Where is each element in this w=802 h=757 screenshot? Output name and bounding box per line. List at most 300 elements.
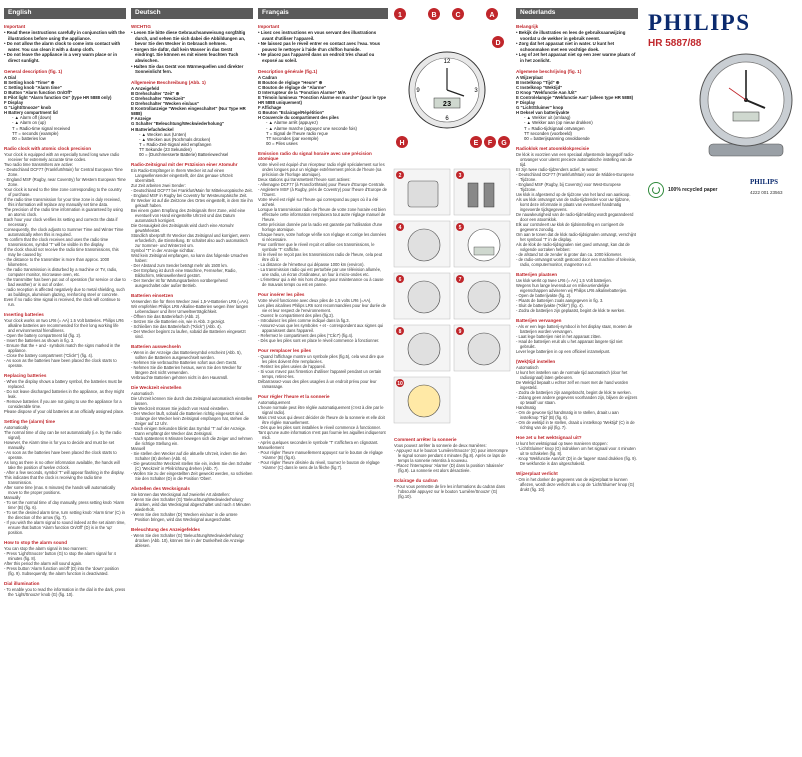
sub-part-item: - ▲ Wekker uit (omlaag) [524, 115, 571, 121]
text-line: Zur Zeit arbeiten zwei Sender: [131, 183, 186, 189]
text-line: Débarrassez-vous des piles usagées à un endroit prévu pour leur ramassage. [258, 378, 377, 389]
text-line: - Plaats de batterijen zoals aangegeven in fig. 3. [516, 297, 604, 303]
text-line: - Der Empfang ist durch eine Maschine, Fernseher, Radio, Bildschirm, Mikrowellenherd gestört. [131, 268, 237, 279]
sub-part-item: T = Radio-tijdsignaal ontvangen [524, 125, 585, 131]
text-line: Verwenden Sie für Ihren Wecker zwei 1,5-V-Batterien LR6 (=AA). [131, 299, 250, 305]
text-line: - Sie stellen den Wecker auf die aktuelle Uhrzeit, indem Sie den Schalter (B) drehen (Abb. 6). [131, 451, 247, 462]
dial-text [516, 477, 638, 492]
sub-part-item: - ▲ Wecken aus (Unten) [139, 131, 187, 137]
text-line: - Haal de batterijen eruit als u het apparaat langere tijd niet gebruikt. [516, 338, 623, 349]
parts-list [258, 75, 388, 121]
part-item: F Affichage [258, 105, 282, 111]
text-line: Votre réveil est équipé d'un récepteur radio réglé spécialement sur les ondes longues pour un réglage extrêmement précis de l'heure (sa précision de l'horloge atomique). [258, 161, 385, 177]
lang-header-german: Deutsch [131, 8, 253, 19]
text-line: L'heure normale peut être réglée automatiquement (c'est à dire par le signal radio). [258, 404, 384, 415]
important-item: • Do not allow the alarm clock to come into contact with water. You can clean it with a damp cloth. [4, 41, 121, 52]
part-item: D Interrupteur de la "Fonction Alarme" M/A [258, 89, 346, 95]
svg-text:5: 5 [458, 225, 462, 231]
text-line: - Zodra de batterijen zijn geplaatst, begint de klok te werken. [516, 307, 626, 313]
important-item: • Leg of zet het apparaat niet op een zeer warme plaats of in het zonlicht. [516, 52, 636, 63]
battery-text [516, 278, 638, 313]
text-line: - As soon as the batteries have been placed the clock starts to operate. [4, 357, 117, 368]
sub-parts-list [4, 115, 126, 140]
text-line: - Si vous n'avez pas l'intention d'utiliser l'appareil pendant un certain temps, retirez-les. [258, 368, 382, 379]
text-line: - the transmitter has been put out of operation (for service or due to bad weather) or is out of order. [4, 276, 126, 287]
text-line: To confirm that the clock receives and uses the radio time transmissions, symbol 'T' will be visible in the display. [4, 236, 109, 247]
part-item: G Bouton "Eclairage/Répétition" [258, 110, 325, 116]
text-line: - Deutschland DCF77 (Frankfurt/Main) voor de Midden-Europese Tijdzone. [516, 171, 634, 182]
text-line: Each hour your clock verifies its setting and corrects the data if necessary. [4, 216, 118, 227]
step-figures [392, 167, 514, 607]
section-title: Description générale (fig.1) [258, 68, 318, 74]
text-line: - Pour vous permettre de lire les informations du cadran dans l'obscurité appuyez sur le bouton 'Lumière/Snooze' (G) (fig.10). [394, 484, 506, 499]
sub-part-item: TT secondes (par exemple) [266, 135, 319, 141]
text-line: - Remove batteries if you are not going to use the appliance for a considerable time. [4, 398, 122, 409]
text-line: - de afstand tot de zender is groter dan ca. 1000 kilometer. [516, 251, 623, 257]
text-line: - After a few seconds, symbol 'T' will appear flashing in the display. [4, 469, 125, 475]
important-item: • Lisez ces instructions en vous servant des illustrations avant d'utiliser l'appareil. [258, 30, 377, 41]
clock-number: 3 [474, 88, 478, 94]
important-item: • Lesen Sie bitte diese Gebrauchsanweisung sorgfältig durch, und sehen Sie sich dabei die Abbildungen an, bevor Sie den Wecker in Gebrauch nehmen. [131, 30, 246, 47]
german-column [131, 8, 253, 753]
text-line: - Open the battery compartment lid (fig. 2). [4, 332, 82, 338]
part-item: D Drehschalter "Wecken ein/aus" [131, 101, 199, 107]
text-line: - Zolang geen andere gegevens voorhanden zijn, blijven de wijzers op twaalf uur staan. [516, 394, 638, 405]
text-line: Deux stations qui transmettent l'heure sont actives: [258, 176, 351, 182]
part-item: B Drehschalter "Zeit" ⊕ [131, 90, 180, 96]
part-item: A Wijzerplaat [516, 74, 543, 80]
text-line: - Setzen Sie die Batterien ein, wie in Abb. 3 gezeigt. [131, 319, 225, 325]
step-7 [454, 273, 510, 319]
part-item: G "Licht/Sluimer" knop [516, 105, 564, 111]
dial-text [4, 587, 126, 597]
svg-text:F: F [487, 140, 493, 147]
text-line: - Après quelques secondes le symbole 'T' s'affichera en clignotant. [258, 439, 379, 445]
lang-header-dutch: Nederlands [516, 8, 638, 19]
text-line: - Introduisez les piles comme indiqué dans la fig.3. [258, 317, 350, 323]
english-column [4, 8, 126, 753]
text-line: - Close the battery compartment ("Click!") (fig. 4). [4, 352, 94, 358]
sub-part-item: - ▲ Alarme marche (appuyez une seconde fois) [266, 125, 357, 131]
text-line: Mais c'est vous qui devez décider de l'heure de la sonnerie et elle doit être réglée manuellement. [258, 414, 385, 425]
text-line: - Retirez les piles usées de l'appareil. [258, 363, 326, 369]
important-list [131, 30, 253, 75]
text-line: - the distance to the transmitter is more than approx. 1000 kilometres. [4, 256, 110, 267]
text-line: - Dès que les piles sont installées le réveil commence à fonctionner. [258, 424, 381, 430]
section-title: Radio clock with atomic clock precision [4, 145, 92, 151]
text-line: Your clock is equipped with an especially tuned long wave radio receiver for extremely accurate time codes. [4, 151, 120, 162]
text-line: - 'Licht/Sluimer' knop (G) indrukken om het signaal voor 4 minuten uit te schakelen (fig. 8). [516, 445, 636, 456]
important-list [516, 30, 638, 64]
text-line: - Der Wecker beginnt zu laufen, sobald die Batterien eingesetzt sind. [131, 329, 246, 340]
radio-text [258, 162, 388, 287]
text-line: Please dispose of your old batteries at an officially assigned place. [4, 408, 125, 414]
text-line: U kunt het instellen van de normale tijd automatisch (door het radiosignaal) laten gebeuren. [516, 369, 628, 380]
text-line: Elk uur controleert uw klok de tijdsinstelling en corrigeert de gegevens zonodig. [516, 221, 624, 232]
text-line: - Wenn Sie den Schalter (G) 'Beleuchtung/Weckwiederholung' drücken, wird das Wecksignal abgeschaltet und nach 4 Minuten wiederholt. [131, 497, 251, 513]
text-line: Als uw klok ontvangst van de radio-tijdzender voor uw tijdzone, komt deze informatie in plaats van eventueel handmatig ingevoerde tijdsgegevens. [516, 196, 631, 212]
sub-part-item: 00 = batterijspanning onvoldoende [524, 135, 590, 141]
part-item: E Témoin lumineux "Fonction Alarme en marche" (pour le type HR 5888 uniquement) [258, 94, 387, 106]
section-title: Setting the (alarm) time [4, 418, 56, 424]
svg-text:B: B [431, 12, 437, 19]
text-line: - Nach spätestens 6 Minuten bewegen sich die Zeiger und nehmen die richtige Stellung ein. [131, 436, 253, 447]
text-line: - Der Sender ist für Wartungsarbeiten vorübergehend ausgeschaltet oder außer Betrieb. [131, 278, 228, 289]
text-line: Uw klok is afgestemd op de tijdzone van het land van aankoop. [516, 191, 631, 197]
text-line: - Ouvrez le compartiment des piles (fig.2). [258, 312, 334, 318]
part-item: G "Light/Snooze" knob [4, 105, 52, 111]
model-number: HR 5887/88 [648, 38, 702, 49]
sub-part-item: - ▲ Wecken aus (Nochmals drücken) [139, 136, 211, 142]
clock-number: 12 [443, 59, 451, 65]
text-line: However, the Alarm time is for you to decide and must be set manually. [4, 439, 115, 450]
text-line: Automatiquement [258, 399, 291, 405]
text-line: - Deutschland DCF77 (Frankfurt/Main) for Central European Time Zone. [4, 166, 123, 177]
important-item: • Ne laissez pas le réveil entrer en contact avec l'eau. Vous pouvez le nettoyer à l'aide d'un chiffon humide. [258, 41, 381, 52]
text-line: - To enable you to read the information in the dial in the dark, press the 'Light/Snooze' knob (G) (fig. 10). [4, 586, 126, 597]
text-line: - Dès que les piles sont en place le réveil commence à fonctionner. [258, 337, 380, 343]
text-line: - Om in het donker de gegevens van de wijzerplaat te kunnen aflezen, wordt deze verlicht als u op de 'Licht/Sluimer' knop (G) drukt (fig. 10). [516, 476, 635, 492]
text-line: Ein Radio-Empfänger in Ihrem Wecker ist auf einen Langwellensender eingestellt, der das genaue Uhrzeit übermittelt. [131, 168, 233, 184]
text-line: - To set the normal time of day manually, press setting knob 'Alarm time' (B) (fig. 6). [4, 499, 125, 510]
part-item: B Instelknop "Tijd" ⊕ [516, 79, 560, 85]
battery-text [131, 299, 253, 339]
text-line: Les piles alcalines Philips LR6 sont recommandées pour leur durée de vie et leur respect de l'environnement. [258, 302, 386, 313]
text-line: After this period the alarm will sound again. [4, 560, 83, 566]
text-line: - Als er een lege batterij-symbool in het display staat, moeten de batterijen worden vervangen. [516, 323, 633, 334]
set-text [258, 400, 388, 470]
text-line: Si le réveil ne reçoit pas les transmissions radio de l'heure, cela peut être dû à: [258, 251, 383, 262]
sub-part-item: 00 = Piles usées [266, 140, 298, 146]
svg-text:3: 3 [458, 173, 462, 179]
radio-text [131, 168, 253, 288]
text-line: - Öffnen Sie das Batteriefach (Abb. 2). [131, 314, 201, 320]
text-line: - England MSF (Rugby, near Coventry) for Western European Time Zone. [4, 176, 126, 187]
section-title: Eclairage du cadran [394, 478, 438, 483]
important-list [4, 30, 126, 64]
recycled-text: 100% recycled paper [668, 187, 718, 193]
text-line: Even if no radio time signal is received, the clock will continue to run. [4, 296, 121, 307]
svg-text:H: H [399, 140, 405, 147]
figures-column [392, 0, 514, 745]
text-line: Lorsque la transmission radio de l'heure de votre zone horaire est bien effectuée cette information remplacera tout autre réglage manuel de l'heure. [258, 206, 386, 222]
svg-text:A: A [489, 12, 495, 19]
sub-parts-list [516, 115, 638, 140]
stop-text [4, 546, 126, 576]
clock-lcd [733, 112, 759, 121]
sub-part-item: T = Signal de l'heure radio reçue [266, 130, 329, 136]
important-item: • Bekijk de illustraties en lees de gebruiksaanwijzing voordat u de wekker in gebruik neemt. [516, 30, 626, 41]
sub-part-item: TT = seconds (example) [12, 130, 59, 136]
part-item: A Anzeigefeld [131, 85, 160, 91]
text-line: - Wenn Sie den Schalter (D) 'Wecken ein/aus' in die untere Position bringen, wird das Wecksignal ausgeschaltet. [131, 512, 238, 523]
text-line: Manuell [131, 446, 146, 452]
section-title: Batterijen vervangen [516, 317, 562, 323]
part-item: C Instelknop "Wektijd" [516, 84, 563, 90]
part-item: A Dial [4, 74, 17, 80]
text-line: - Open de batterijvakte (fig. 2). [516, 292, 572, 298]
part-item: F Display [4, 100, 24, 106]
svg-text:8: 8 [398, 329, 402, 335]
step-2 [394, 169, 450, 215]
battery-text [258, 298, 388, 343]
svg-text:E: E [473, 140, 479, 147]
section-title: Algemene beschrijving (fig. 1) [516, 68, 582, 74]
set-text [131, 391, 253, 481]
section-title: Comment arrêter la sonnerie [394, 437, 457, 442]
stop-text [131, 492, 253, 522]
text-line: Die Genauigkeit des Zeitsignals wird durch eine Atomuhr gewährleistet. [131, 223, 234, 234]
text-line: - Knop 'Wekfunctie Aan/Uit' (D) in de 'lagere' stand drukken (fig. 9). De wekfunctie is dan uitgeschakeld. [516, 455, 637, 466]
sub-part-item: T = Radio-Zeit-Signal wird empfangen [139, 141, 212, 147]
text-line: Automatisch [516, 364, 539, 370]
svg-text:2: 2 [398, 173, 402, 179]
sub-part-item: 00 = (Durchmesserte Batterie) Batteriewechsel [139, 151, 229, 157]
text-line: Bei einem guten Empfang des Zeitsignals Ihrer Zone, wird eine eventuell von Hand eingestellte Uhrzeit und das Datum automatisch korrigiert. [131, 208, 246, 224]
important-item: • Do not leave the appliance in a very warm place or in direct sunlight. [4, 52, 118, 63]
text-line: Wegens hun lange levensduur en milieuvriendelijke eigenschappen adviseren wij Philips LR6 alkalinebatterijen. [516, 282, 628, 293]
part-item: H Couvercle du compartiment des piles [258, 115, 339, 121]
text-line: - Die gewünschte Weckzeit stellen Sie ein, indem Sie den Schalter (C) 'Weckzeit' in Pfeilrichtung drehen (Abb. 7). [131, 461, 252, 472]
svg-text:4: 4 [398, 225, 402, 231]
sub-parts-list [131, 132, 253, 157]
dutch-column [516, 8, 638, 753]
text-line: The precision of the radio time information is guaranteed by using an atomic clock. [4, 206, 123, 217]
replace-text [131, 350, 253, 380]
section-title: Beleuchtung des Anzeigefeldes [131, 527, 201, 533]
text-line: - L'émetteur qui a été mis hors d'usage pour maintenance ou à cause de mauvais temps ou est en panne. [258, 276, 384, 287]
clock-number: 9 [416, 88, 420, 94]
replace-text [258, 354, 388, 389]
sub-part-item: - ▲ Wekker aan (op nieuw drukken) [524, 120, 593, 126]
section-title: Hoe zet u het wektsignaal uit? [516, 434, 582, 440]
radio-text [4, 152, 126, 307]
important-item: • Read these instructions carefully in conjunction with the illustrations before using the appliance. [4, 30, 125, 41]
text-line: You can stop the alarm signal in two manners: [4, 545, 88, 551]
text-line: - Appuyez sur le bouton 'Lumière/Snooze' (G) pour interrompre le signal sonore pendant 4 minutes (fig.8). Après ce laps de temps la sonnerie retentira à nouveau. [394, 448, 508, 463]
dial-text [131, 533, 253, 548]
text-line: If the clock should not receive the radio time transmissions, this may be caused by: [4, 246, 119, 257]
text-line: Verbrauchte Batterien gehören nicht in den Hausmüll. [131, 375, 229, 381]
part-item: H Deksel van batterijvakte [516, 110, 570, 116]
part-item: C Bouton de réglage de "Alarme" [258, 84, 327, 90]
text-line: - Refermez le compartiment des piles ("Clic!") (fig.4). [258, 332, 354, 338]
text-line: De klok is voorzien van een speciaal afgestemde langegolf radio-ontvanger voor uiterst precieze automatische instelling van de tijd. [516, 151, 635, 167]
text-line: Automatisch [131, 391, 154, 397]
lang-header-english: English [4, 8, 126, 19]
text-line: - La distance de l'émetteur qui dépasse 1000 km (environ). [258, 261, 365, 267]
part-item: F Display [516, 100, 536, 106]
step-9 [454, 325, 510, 371]
sub-part-item: 00 = batteries low [12, 135, 46, 141]
section-title: Radio-Zeitsignal mit der Präzision einer Atomuhr [131, 162, 238, 168]
important-item: • Ne placez pas l'appareil dans un endroit très chaud ou exposé au soleil. [258, 52, 375, 63]
text-line: Cette précision donnée par la radio est garantie par l'utilisation d'une horloge atomique. [258, 221, 383, 232]
section-title: How to stop the alarm sound [4, 539, 68, 545]
part-item: A Cadran [258, 74, 277, 80]
text-line: - Der Abstand zum Sender beträgt mehr als 1500 km. [131, 263, 228, 269]
text-line: - Nach einigen Sekunden blinkt das Symbol 'T' auf der Anzeige. Dann empfängt der Wecker das Zeitsignal. [131, 426, 247, 437]
text-line: Two radio time transmitters are active: [4, 161, 74, 167]
part-item: G Schalter "Beleuchtung/Weckwiederholung" [131, 121, 225, 127]
text-line: - Zodra de batterijen zijn aangebracht, begint de klok te werken. [516, 389, 632, 395]
sub-parts-list [258, 120, 388, 145]
text-line: - Om de wektijd in te stellen, draait u instelknop 'Wektijd' (C) in de richting van de pijl (fig. 7). [516, 419, 635, 430]
text-line: - Deutschland DCF77 bei Frankfurt/Main für Mitteleuropäische Zeit. [131, 188, 253, 194]
text-line: As long as there is no other information available, the hands will take the position of twelve o'clock. [4, 459, 120, 470]
text-line: - To set the desired alarm time, turn setting knob 'Alarm time' (C) in the direction of the arrow (fig. 7). [4, 509, 125, 520]
text-line: Automatically [4, 424, 29, 430]
sub-part-item: - ▲ Alarme arrêt (appuyez) [266, 120, 318, 126]
lcd-value: 23 [442, 101, 452, 109]
text-line: U kunt het wektsignaal op twee manieren stoppen: [516, 440, 608, 446]
text-line: Your clock is tuned to the time zone corresponding to the country of purchase. [4, 186, 122, 197]
section-title: Replacing batteries [4, 372, 47, 378]
part-item: E Kontrollanzeige "Wecken eingeschaltet" (Nur Type HR 5888) [131, 106, 246, 117]
text-line: Er zijn twee radio-tijdzenders actief, te weten: [516, 166, 599, 172]
document-code: 4222 001 23563 [750, 190, 783, 195]
step-10 [394, 377, 450, 423]
part-item: H Battery compartment lid [4, 110, 58, 116]
text-line: Handmatig [516, 404, 536, 410]
stop-text [516, 441, 638, 466]
parts-list [131, 86, 253, 132]
section-title: Wijzerplaat verlicht [516, 470, 558, 476]
text-line: If the radio time transmission for your time zone is duly received, this information will replace any manually set time data. [4, 196, 121, 207]
svg-text:1: 1 [398, 12, 402, 19]
important-title: WICHTIG [131, 24, 151, 29]
text-line: Uw klok werkt op twee LR6 (= AA) 1,5 Volt batterijen. [516, 277, 612, 283]
part-item: E Controlelampje "Wekfunctie Aan" (alleen type HR 5888) [516, 94, 634, 100]
lang-header-french: Français [258, 8, 388, 19]
text-line: - Do not leave discharged batteries in the appliance, as they might leak. [4, 388, 124, 399]
clock-number: 6 [445, 116, 449, 122]
text-line: - Placez l'interrupteur 'Alarme' (D) dans la position 'abaissée' (fig.9). La sonnerie est alors désactivée. [394, 463, 504, 473]
sub-part-item: T = Radio-time signal received [12, 125, 71, 131]
text-line: - de radio-ontvangst wordt gestoord door een machine of televisie, radio, computermonitor, magnetron e.d. [516, 256, 637, 267]
sub-part-item: TT Sekunde (23 Sekunden) [139, 146, 192, 152]
step-3 [454, 169, 510, 215]
text-line: - Wenn Sie den Schalter (G) 'Beleuchtung/Weckwiederholung' drücken (Abb. 10), können Sie in der Dunkelheit die Anzeige ablesen. [131, 533, 245, 549]
section-title: Die Weckzeit einstellen [131, 385, 182, 391]
text-line: Die Uhrzeit können Sie durch das Zeitsignal automatisch einstellen lassen. [131, 396, 253, 407]
main-figure [392, 0, 514, 158]
text-line: This indicates that the clock is receiving the radio time transmission. [4, 474, 102, 485]
step-6 [394, 273, 450, 319]
important-list [258, 30, 388, 64]
text-line: After some time (max. 6 minutes) the hands will automatically move to the proper positions. [4, 484, 116, 495]
text-line: Symbol "T" in der Anzeige sichtbar. [131, 248, 195, 254]
text-line: - Ensure that the + and - symbols match the signs marked in the appliance. [4, 342, 121, 353]
text-line: Om aan te tonen dat de klok radio-tijdsignalen ontvangt, verschijnt het symbool 'T' in de display. [516, 231, 636, 242]
text-line: - When the display shows a battery symbol, the batteries must be replaced. [4, 378, 123, 389]
text-line: Votre réveil est réglé sur l'heure qui correspond au pays où il a été acheté. [258, 196, 379, 207]
text-line: Chaque heure, votre horloge vérifie son réglage et corrige les données si nécessaire. [258, 231, 387, 242]
recycle-icon [648, 182, 664, 198]
section-title: Allgemeine Beschreibung (Abb. 1) [131, 79, 206, 85]
replace-text [516, 324, 638, 354]
important-title: Important [258, 24, 280, 29]
svg-text:6: 6 [398, 277, 402, 283]
svg-text:9: 9 [458, 329, 462, 335]
text-line: - Press 'Light/Snooze' button (G) to stop the alarm signal for 4 minutes (fig. 8). [4, 550, 116, 561]
section-title: Radioklok met atoomklokprecisie [516, 145, 590, 151]
section-title: Batterien einsetzen [131, 293, 174, 299]
parts-list [516, 75, 638, 116]
step-8 [394, 325, 450, 371]
text-line: De Wektijd bepaalt u echter zelf en moet met de hand worden ingesteld. [516, 379, 629, 390]
text-line: The normal time of day can be set automatically (i.e. by the radio signal). [4, 429, 122, 440]
sub-part-item: - ▲ Alarm off (down) [12, 115, 52, 121]
text-line: Manuellement [258, 444, 284, 450]
important-item: • Zorg dat het apparaat niet in water. U kunt het schoonmaken met een vochtige doek. [516, 41, 615, 52]
radio-text [516, 152, 638, 267]
part-item: B Setting knob "Time" ⊕ [4, 79, 55, 85]
text-line: Ihr Wecker ist auf die Zeitzone des Ortes eingestellt, in dem Sie ihn gekauft haben. [131, 198, 253, 209]
important-item: • Sorgen Sie dafür, daß kein Wasser in das Gerät eindringt. Sie können es mit einem feuchten Tuch abwischen. [131, 46, 239, 63]
text-line: - Wenn in der Anzeige das Batteriesymbol erscheint (Abb. 5), sollten die Batterien ausgewechselt werden. [131, 350, 242, 361]
important-title: Important [4, 24, 26, 29]
text-line: - Wollen Sie zu der eingestellten Zeit geweckt werden, so schieben Sie den Schalter (D) in die Position 'Oben'. [131, 471, 253, 482]
important-item: • Halten Sie das Gerät von Wärmequellen und direkter Sonneinlicht fern. [131, 63, 244, 75]
text-line: De nauwkeurigheid van de radio-tijdmelding wordt gegarandeerd door een atoomklok. [516, 211, 634, 222]
text-line: - As soon as the batteries have been placed the clock starts to operate. [4, 449, 117, 460]
text-line: Manually [4, 494, 21, 500]
part-item: C Setting knob "Alarm time" [4, 84, 62, 90]
svg-text:C: C [455, 12, 461, 19]
svg-text:10: 10 [397, 381, 403, 387]
text-line: Wir empfehlen Philips LR6 Alkaline-Batterien wegen ihrer langen Lebensdauer und ihrer Umweltverträglichkeit. [131, 304, 249, 315]
brand-block [648, 10, 798, 49]
part-item: E Pilot light "Alarm function On" (type HR 5888 only) [4, 94, 112, 100]
text-line: - If you wish the alarm signal to sound indeed at the set alarm time, ensure that button 'Alarm function On/Off' (D) is in the 'up' position. [4, 519, 126, 535]
text-line: - Sluit de batterijvakte ("Klik!") (fig. 4). [516, 302, 584, 308]
text-line: - Laat lege batterijen niet in het apparaat zitten. [516, 333, 602, 339]
svg-text:D: D [495, 40, 501, 47]
battery-text [4, 318, 126, 368]
text-line: Pour confirmer que le réveil reçoit et utilise ces transmissions, le symbole 'T' s'affiche. [258, 241, 375, 252]
text-line: - Pour régler l'heure manuellement appuyez sur le bouton de réglage 'Alarme' (B) (fig.6). [258, 449, 383, 460]
part-item: C Drehschalter "Weckzeit" [131, 95, 186, 101]
text-line: Die Weckzeit müssen Sie jedoch von Hand einstellen. [131, 406, 229, 412]
sub-part-item: TT seconden (voorbeeld) [524, 130, 572, 136]
text-line: - Pour régler l'heure désirée du réveil, tournez le bouton de réglage 'Alarme' (C) dans le sens de la flèche (fig.7). [258, 459, 380, 470]
section-title: Emission radio du signal horaire avec une précision atomique [258, 150, 372, 161]
part-item: H Batteriefachdeckel [131, 126, 174, 132]
text-line: - the radio transmission is disturbed by a machine or TV, radio, computer monitor, microwave oven, etc. [4, 266, 118, 277]
text-line: - Quand l'affichage montre un symbole piles (fig.5), cela veut dire que les piles doivent être remplacées. [258, 353, 384, 364]
product-clock-image [695, 48, 797, 160]
text-line: - Allemagne DCF77 (à Francfort/Main) pour l'heure d'Europe Centrale. [258, 181, 386, 187]
section-title: General description (fig. 1) [4, 68, 63, 74]
text-line: - Press button 'Alarm function on/off' (D) into the 'down' position (fig. 9). Subsequently, the alarm function is deactivated. [4, 565, 119, 576]
section-title: Dial illumination [4, 580, 40, 586]
sub-part-item: - ▲ Alarm on (up) [12, 120, 46, 126]
step-5 [454, 221, 510, 267]
text-line: - Nehmen Sie die Batterien heraus, wenn Sie den Wecker für längere Zeit nicht verwenden. [131, 365, 242, 376]
part-item: B Bouton de réglage "Heure" ⊕ [258, 79, 323, 85]
text-line: Als de klok de radio-tijdsignalen niet goed ontvangt, kan dat de volgende oorzaken hebben: [516, 241, 630, 252]
text-line: Consequently, the clock adjusts to Summer Time and Winter Time automatically when this is required. [4, 226, 124, 237]
text-line: - Schließen Sie das Batteriefach ("Klick") (Abb. 4). [131, 324, 222, 330]
svg-text:G: G [501, 140, 507, 147]
replace-text [4, 379, 126, 414]
brand-logo: PHILIPS [648, 10, 751, 35]
section-title: (Wek)tijd instellen [516, 358, 556, 364]
text-line: Stündlich überprüft Ihr Wecker das Zeitsignal und korrigiert, wenn erforderlich, die Einstellung. Er schaltet also auch automatisch zur Sommer- und Winterzeit um. [131, 233, 250, 249]
text-line: - La transmission radio qui est perturbée par une télévision allumée, une radio, un écran d'ordinateur, un four à micro-ondes etc. [258, 266, 382, 277]
text-line: Wird kein Zeitsignal empfangen, so kann das folgende Ursachen haben: [131, 253, 249, 264]
